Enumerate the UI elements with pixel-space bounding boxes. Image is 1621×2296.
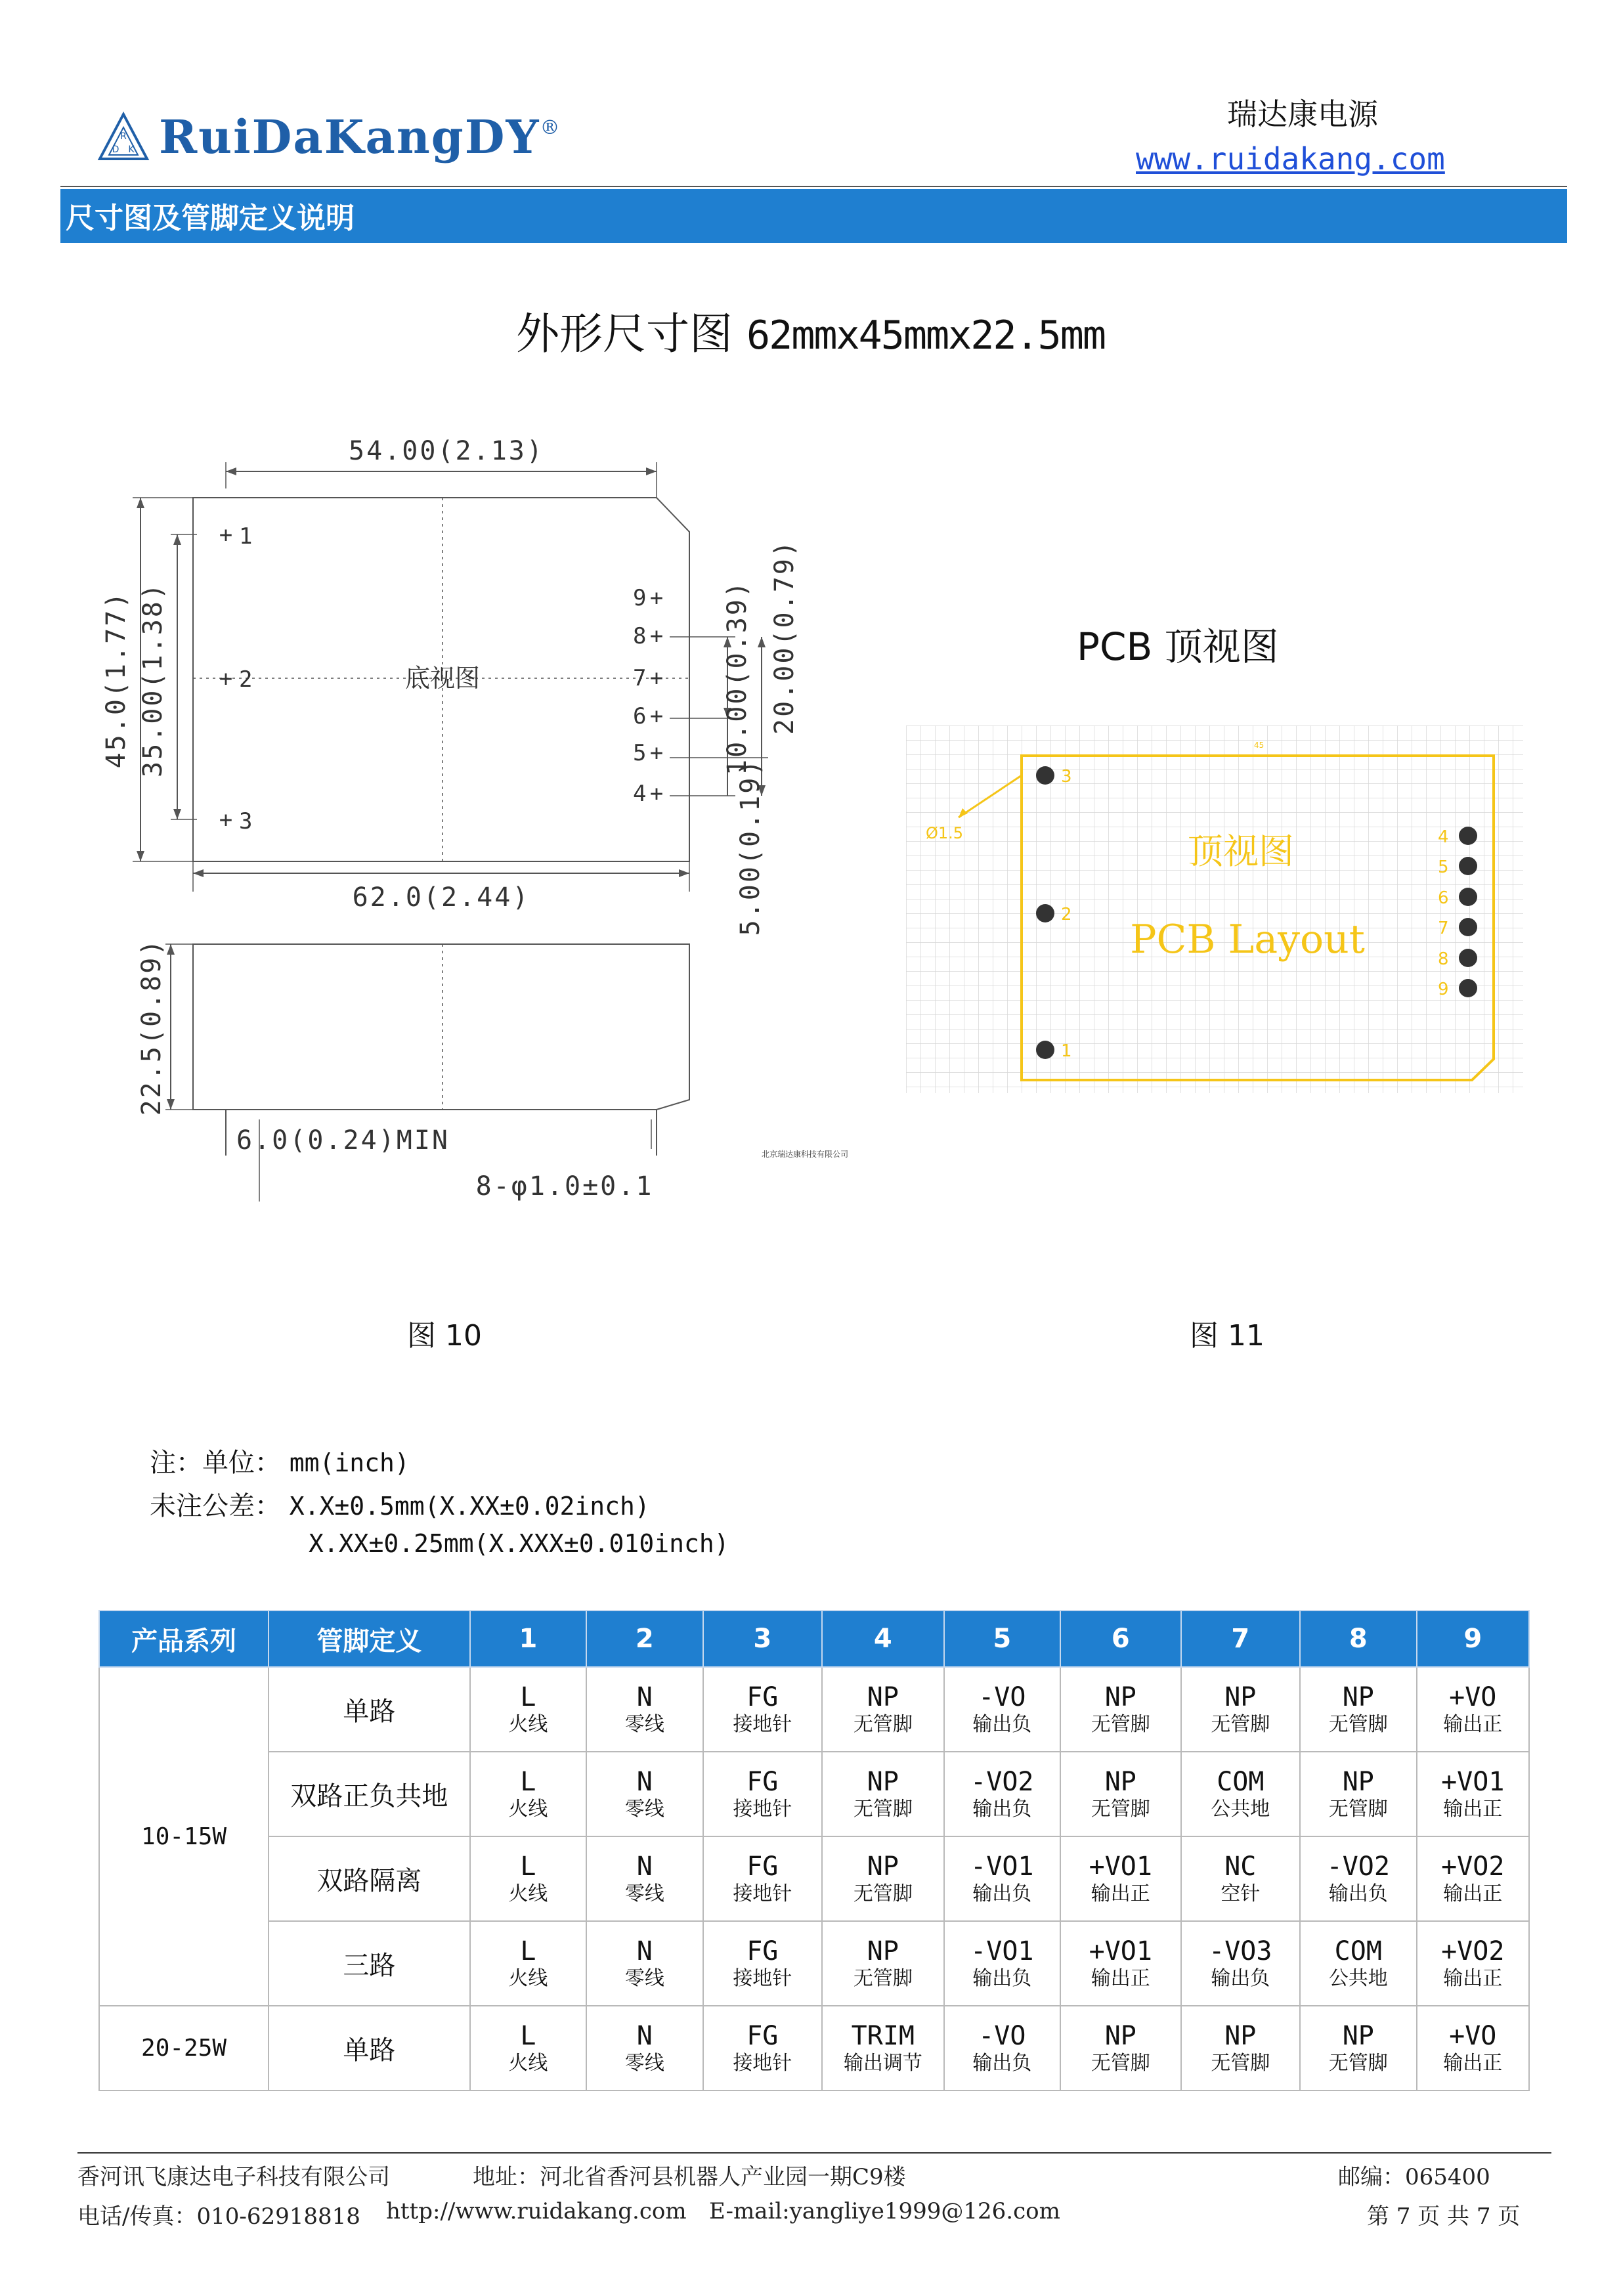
note-tol-label: 未注公差： (150, 1491, 281, 1521)
series-cell: 20-25W (99, 2006, 269, 2090)
pin-signal: N (636, 1681, 653, 1712)
pin-signal: NP (1224, 1681, 1257, 1712)
pin-description: 火线 (508, 2051, 548, 2075)
pin-label: 8 (633, 623, 647, 649)
pin-cell (586, 1667, 702, 1752)
pcb-pad (1036, 766, 1054, 785)
pin-cell (1300, 1667, 1416, 1752)
pin-description: 接地针 (733, 1797, 792, 1821)
series-cell: 10-15W (99, 1667, 269, 2006)
pin-mark: + (649, 781, 664, 807)
pin-signal: NP (1342, 1766, 1374, 1797)
pin-signal: NP (867, 1936, 899, 1966)
pcb-pad (1459, 979, 1477, 997)
dim-pin-span: 35.00(1.38) (138, 582, 168, 777)
pin-description: 公共地 (1328, 1966, 1388, 1990)
pin-cell (1060, 1752, 1181, 1836)
pin-description: 无管脚 (1328, 2051, 1388, 2075)
pin-cell (470, 1836, 586, 1921)
pin-label: 3 (239, 808, 253, 834)
header-cell: 产品系列 (99, 1611, 269, 1667)
page-title (0, 299, 1621, 361)
pcb-pin-label: 8 (1438, 949, 1449, 969)
footer-url[interactable]: http://www.ruidakang.com (386, 2198, 687, 2224)
note-unit-label: 注：单位： (150, 1448, 281, 1478)
note-tol-value-2: X.XX±0.25mm(X.XXX±0.010inch) (309, 1529, 729, 1558)
logo-letter: K (128, 144, 135, 155)
pcb-top-mark: 45 (1254, 741, 1264, 750)
pin-description: 输出调节 (843, 2051, 922, 2075)
pin-type-cell: 双路正负共地 (269, 1752, 470, 1836)
pin-description: 无管脚 (853, 1797, 913, 1821)
pin-cell (586, 1836, 702, 1921)
pin-cell (586, 2006, 702, 2090)
pin-description: 无管脚 (1091, 2051, 1150, 2075)
pin-description: 输出负 (972, 1797, 1032, 1821)
pcb-pad (1459, 888, 1477, 906)
section-title: 尺寸图及管脚定义说明 (66, 202, 355, 235)
pin-signal: FG (746, 1936, 779, 1966)
pin-cell (822, 1667, 944, 1752)
pin-description: 输出负 (972, 1712, 1032, 1736)
header-cell: 3 (703, 1611, 823, 1667)
pin-cell (470, 1752, 586, 1836)
pin-description: 无管脚 (1328, 1712, 1388, 1736)
pcb-pin-label: 2 (1061, 905, 1072, 924)
pin-mark: + (649, 585, 664, 611)
pin-signal: FG (746, 1681, 779, 1712)
note-tol-value-1: X.X±0.5mm(X.XX±0.02inch) (289, 1492, 650, 1521)
pin-description: 输出正 (1443, 1882, 1503, 1905)
pin-signal: NP (1342, 1681, 1374, 1712)
pin-cell (586, 1921, 702, 2006)
pin-label: 4 (633, 781, 647, 807)
logo-text: RuiDaKangDY (159, 109, 540, 164)
pin-mark: + (219, 666, 233, 692)
dim-right-c: 5.00(0.19) (735, 758, 766, 936)
pin-mark: + (649, 623, 664, 649)
header-cell: 管脚定义 (269, 1611, 470, 1667)
pcb-pad (1459, 857, 1477, 875)
pin-signal: NC (1224, 1851, 1257, 1882)
pin-cell (944, 1921, 1060, 2006)
pin-description: 接地针 (733, 1712, 792, 1736)
footer-address: 地址：河北省香河县机器人产业园一期C9楼 (473, 2164, 906, 2190)
pin-cell (1060, 2006, 1181, 2090)
logo-mark-icon (97, 110, 150, 163)
pin-signal: N (636, 1766, 653, 1797)
pin-description: 输出正 (1091, 1882, 1150, 1905)
pin-cell (1181, 1667, 1301, 1752)
pin-signal: +VO1 (1089, 1851, 1152, 1882)
table-row (99, 1921, 1529, 2006)
header-cell: 8 (1300, 1611, 1416, 1667)
dim-top-width: 54.00(2.13) (349, 436, 544, 466)
hole-dimension: Ø1.5 (926, 824, 964, 842)
pin-cell (1181, 1836, 1301, 1921)
pin-signal: FG (746, 1766, 779, 1797)
pin-mark: + (219, 522, 233, 548)
header-cell: 4 (822, 1611, 944, 1667)
pin-signal: +VO1 (1089, 1936, 1152, 1966)
pin-signal: +VO2 (1441, 1936, 1505, 1966)
pin-description: 火线 (508, 1712, 548, 1736)
header-cell: 1 (470, 1611, 586, 1667)
pin-label: 2 (239, 666, 253, 693)
pin-cell (1181, 1752, 1301, 1836)
pin-cell (703, 1836, 823, 1921)
pin-description: 输出负 (972, 1882, 1032, 1905)
pin-cell (1181, 2006, 1301, 2090)
footer-phone: 电话/传真：010-62918818 (77, 2203, 360, 2230)
pcb-pad (1036, 904, 1054, 922)
logo-letter: D (112, 144, 119, 155)
pin-description: 零线 (624, 1966, 664, 1990)
pin-description: 火线 (508, 1882, 548, 1905)
pin-cell (586, 1752, 702, 1836)
pin-description: 无管脚 (1211, 2051, 1270, 2075)
pcb-pad (1036, 1041, 1054, 1059)
pin-label: 9 (633, 585, 647, 611)
footer-divider (77, 2152, 1551, 2154)
pin-signal: L (520, 1851, 536, 1882)
pin-signal: -VO2 (1326, 1851, 1390, 1882)
header-cell: 6 (1060, 1611, 1181, 1667)
brand-name: 瑞达康电源 (1227, 97, 1378, 132)
title-size: 62mmx45mmx22.5mm (746, 313, 1105, 358)
pin-description: 零线 (624, 1797, 664, 1821)
pin-cell (944, 1752, 1060, 1836)
pin-description: 无管脚 (1091, 1797, 1150, 1821)
pin-description: 输出负 (972, 1966, 1032, 1990)
pin-signal: COM (1334, 1936, 1382, 1966)
pin-description: 公共地 (1211, 1797, 1270, 1821)
table-row (99, 2006, 1529, 2090)
pin-cell (822, 1921, 944, 2006)
pin-type-cell: 单路 (269, 1667, 470, 1752)
pin-cell (1300, 1921, 1416, 2006)
pin-cell (1300, 1752, 1416, 1836)
pin-description: 输出负 (1211, 1966, 1270, 1990)
header-cell: 7 (1181, 1611, 1301, 1667)
pcb-title: PCB 顶视图 (1077, 624, 1279, 669)
footer-postcode: 邮编：065400 (1338, 2164, 1490, 2190)
pin-signal: -VO2 (970, 1766, 1034, 1797)
pin-description: 零线 (624, 1882, 664, 1905)
pin-signal: NP (1104, 1681, 1136, 1712)
pin-cell (944, 1836, 1060, 1921)
pin-label: 1 (239, 523, 253, 550)
pin-signal: L (520, 2020, 536, 2051)
pin-description: 输出正 (1443, 1712, 1503, 1736)
pin-description: 输出正 (1443, 1966, 1503, 1990)
pin-signal: L (520, 1681, 536, 1712)
pin-cell (1060, 1836, 1181, 1921)
pcb-en-label: PCB Layout (1130, 917, 1365, 963)
pin-signal: NP (1224, 2020, 1257, 2051)
pin-cell (703, 1752, 823, 1836)
table-row (99, 1836, 1529, 1921)
header-cell: 5 (944, 1611, 1060, 1667)
pin-cell (1417, 2006, 1529, 2090)
pin-description: 无管脚 (1091, 1712, 1150, 1736)
figure-11-caption: 图 11 (1190, 1319, 1264, 1353)
pcb-pad (1459, 918, 1477, 936)
pin-description: 输出正 (1091, 1966, 1150, 1990)
pin-description: 火线 (508, 1966, 548, 1990)
pin-signal: NP (867, 1681, 899, 1712)
pin-description: 空针 (1221, 1882, 1261, 1905)
title-prefix: 外形尺寸图 (516, 309, 733, 359)
pin-cell (1300, 2006, 1416, 2090)
figure-10-caption: 图 10 (407, 1319, 482, 1353)
pin-cell (1181, 1921, 1301, 2006)
pin-signal: FG (746, 2020, 779, 2051)
pin-cell (470, 1667, 586, 1752)
pcb-pin-label: 7 (1438, 919, 1449, 938)
pin-type-cell: 单路 (269, 2006, 470, 2090)
dim-right-b: 20.00(0.79) (769, 539, 800, 735)
pcb-pin-label: 1 (1061, 1041, 1072, 1061)
pin-mark: + (649, 665, 664, 691)
pin-cell (944, 2006, 1060, 2090)
pin-signal: -VO3 (1209, 1936, 1272, 1966)
company-logo (97, 104, 559, 169)
pin-description: 输出负 (972, 2051, 1032, 2075)
note-unit-value: mm(inch) (289, 1448, 410, 1477)
pin-signal: FG (746, 1851, 779, 1882)
pin-cell (822, 1752, 944, 1836)
dim-total-height: 45.0(1.77) (101, 590, 131, 769)
pcb-cn-label: 顶视图 (1188, 831, 1294, 872)
pin-description: 无管脚 (853, 1882, 913, 1905)
dim-pin-diameter: 8-φ1.0±0.1 (475, 1171, 654, 1202)
dimension-drawing (101, 420, 893, 1228)
pin-definition-table (98, 1610, 1530, 2091)
pin-label: 7 (633, 665, 647, 691)
pin-cell (1060, 1667, 1181, 1752)
pin-cell (470, 2006, 586, 2090)
pcb-pin-label: 5 (1438, 857, 1449, 877)
pin-cell (703, 2006, 823, 2090)
pin-description: 输出负 (1328, 1882, 1388, 1905)
pin-description: 零线 (624, 2051, 664, 2075)
pin-signal: NP (867, 1766, 899, 1797)
pin-description: 火线 (508, 1797, 548, 1821)
pin-description: 输出正 (1443, 2051, 1503, 2075)
pin-signal: -VO1 (970, 1851, 1034, 1882)
pin-signal: COM (1217, 1766, 1264, 1797)
pcb-pad (1459, 827, 1477, 845)
website-link[interactable]: www.ruidakang.com (1136, 141, 1445, 177)
pin-signal: -VO (978, 1681, 1026, 1712)
registered-mark: ® (540, 116, 560, 139)
table-header-row (99, 1611, 1529, 1667)
pin-cell (1417, 1752, 1529, 1836)
footer-email[interactable]: E-mail:yangliye1999@126.com (709, 2198, 1060, 2224)
pin-label: 6 (633, 703, 647, 729)
pin-cell (1300, 1836, 1416, 1921)
pin-description: 无管脚 (853, 1712, 913, 1736)
pin-description: 无管脚 (1211, 1712, 1270, 1736)
pin-cell (703, 1667, 823, 1752)
pin-signal: NP (1104, 1766, 1136, 1797)
table-row (99, 1752, 1529, 1836)
pin-cell (822, 1836, 944, 1921)
pin-signal: +VO1 (1441, 1766, 1505, 1797)
table-row (99, 1667, 1529, 1752)
pin-cell (822, 2006, 944, 2090)
bottom-view-label: 底视图 (404, 664, 481, 693)
dim-total-width: 62.0(2.44) (352, 882, 530, 913)
pin-cell (1417, 1836, 1529, 1921)
header-divider (60, 186, 1567, 187)
pin-signal: +VO2 (1441, 1851, 1505, 1882)
pin-signal: N (636, 2020, 653, 2051)
pin-description: 输出正 (1443, 1797, 1503, 1821)
dim-right-a: 10.00(0.39) (722, 580, 752, 775)
pin-signal: L (520, 1936, 536, 1966)
pin-signal: L (520, 1766, 536, 1797)
header-cell: 9 (1417, 1611, 1529, 1667)
pin-signal: N (636, 1936, 653, 1966)
pcb-pin-label: 9 (1438, 980, 1449, 999)
pcb-layout-diagram (906, 726, 1523, 1093)
pin-description: 零线 (624, 1712, 664, 1736)
header-cell: 2 (586, 1611, 702, 1667)
pin-description: 无管脚 (1328, 1797, 1388, 1821)
pin-signal: +VO (1449, 1681, 1497, 1712)
note-tolerance-2 (309, 1528, 729, 1559)
pin-cell (1417, 1921, 1529, 2006)
pin-description: 接地针 (733, 1882, 792, 1905)
pin-signal: -VO1 (970, 1936, 1034, 1966)
pcb-pin-label: 3 (1061, 767, 1072, 787)
dim-side-height: 22.5(0.89) (137, 938, 167, 1116)
pcb-pin-label: 6 (1438, 888, 1449, 908)
pin-cell (1417, 1667, 1529, 1752)
pcb-pad (1459, 949, 1477, 967)
dim-pin-length: 6.0(0.24)MIN (236, 1125, 450, 1156)
pin-type-cell: 三路 (269, 1921, 470, 2006)
pin-mark: + (649, 740, 664, 766)
pin-signal: -VO (978, 2020, 1026, 2051)
drawing-company-mark: 北京瑞达康科技有限公司 (762, 1150, 849, 1159)
footer-page-number: 第 7 页 共 7 页 (1367, 2203, 1521, 2230)
pin-signal: NP (1342, 2020, 1374, 2051)
pcb-pin-label: 4 (1438, 827, 1449, 847)
pin-cell (944, 1667, 1060, 1752)
pin-mark: + (219, 807, 233, 833)
logo-letter: R (120, 131, 127, 142)
pin-cell (1060, 1921, 1181, 2006)
note-unit (150, 1442, 410, 1479)
pin-signal: +VO (1449, 2020, 1497, 2051)
pin-signal: NP (1104, 2020, 1136, 2051)
pin-label: 5 (633, 740, 647, 766)
footer-company: 香河讯飞康达电子科技有限公司 (77, 2164, 390, 2190)
pin-signal: TRIM (851, 2020, 915, 2051)
pin-type-cell: 双路隔离 (269, 1836, 470, 1921)
pin-description: 无管脚 (853, 1966, 913, 1990)
pin-cell (470, 1921, 586, 2006)
pin-mark: + (649, 703, 664, 729)
pin-signal: NP (867, 1851, 899, 1882)
note-tolerance (150, 1485, 650, 1523)
pin-signal: N (636, 1851, 653, 1882)
pin-description: 接地针 (733, 2051, 792, 2075)
pin-cell (703, 1921, 823, 2006)
pin-description: 接地针 (733, 1966, 792, 1990)
